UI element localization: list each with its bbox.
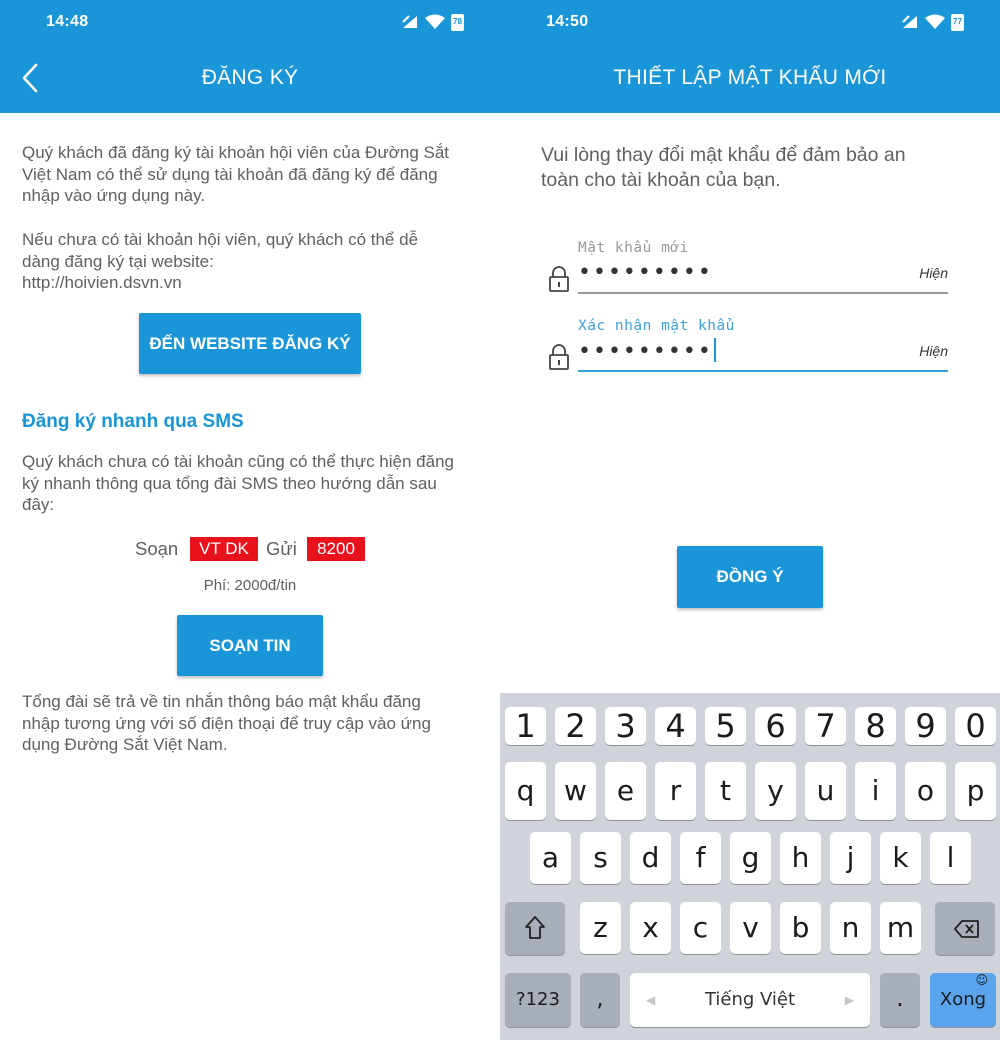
key-g[interactable]: g	[730, 832, 771, 884]
text-cursor	[714, 338, 716, 362]
wifi-icon	[425, 14, 445, 30]
key-c[interactable]: c	[680, 902, 721, 954]
key-r[interactable]: r	[655, 762, 696, 820]
shift-key[interactable]	[505, 902, 565, 955]
key-a[interactable]: a	[530, 832, 571, 884]
footer-line: dụng Đường Sắt Việt Nam.	[22, 735, 228, 754]
key-0[interactable]: 0	[955, 707, 996, 745]
key-8[interactable]: 8	[855, 707, 896, 745]
on-screen-keyboard	[500, 693, 1000, 1040]
space-key[interactable]	[630, 973, 870, 1027]
instruction-text	[541, 143, 981, 192]
footer-line: nhập tương ứng với số điện thoại để truy cập vào ứng	[22, 713, 431, 733]
key-z[interactable]: z	[580, 902, 621, 954]
intro-text	[22, 142, 482, 207]
space-key-label: Tiếng Việt	[704, 989, 796, 1010]
key-f[interactable]: f	[680, 832, 721, 884]
key-4[interactable]: 4	[655, 707, 696, 745]
status-icons	[401, 13, 464, 31]
status-time: 14:50	[546, 13, 589, 30]
new-password-field[interactable]	[548, 240, 948, 300]
battery-icon: 78	[451, 14, 464, 31]
page-title: ĐĂNG KÝ	[201, 66, 299, 89]
lock-icon	[548, 265, 570, 293]
key-y[interactable]: y	[755, 762, 796, 820]
status-icons	[901, 13, 964, 31]
sms-line: đây:	[22, 495, 55, 514]
website-text	[22, 229, 482, 294]
key-l[interactable]: l	[930, 832, 971, 884]
sms-text	[22, 451, 482, 516]
emoji-icon: ☺	[975, 973, 988, 987]
intro-line: Quý khách đã đăng ký tài khoản hội viên của Đường Sắt	[22, 143, 450, 162]
send-number-badge: 8200	[307, 537, 365, 561]
key-w[interactable]: w	[555, 762, 596, 820]
key-9[interactable]: 9	[905, 707, 946, 745]
lock-icon	[548, 343, 570, 371]
key-t[interactable]: t	[705, 762, 746, 820]
sms-section-title: Đăng ký nhanh qua SMS	[22, 411, 244, 432]
confirm-password-input[interactable]	[578, 338, 716, 364]
confirm-password-label: Xác nhận mật khẩu	[578, 318, 735, 334]
send-label: Gửi	[266, 538, 297, 559]
input-underline	[578, 292, 948, 294]
signal-icon	[401, 14, 419, 30]
page-title: THIẾT LẬP MẬT KHẨU MỚI	[613, 66, 887, 89]
intro-line: Việt Nam có thể sử dụng tài khoản đã đăng ký để đăng	[22, 164, 438, 184]
sms-line: Quý khách chưa có tài khoản cũng có thể thực hiện đăng	[22, 452, 454, 471]
website-register-button[interactable]: ĐẾN WEBSITE ĐĂNG KÝ	[139, 313, 361, 374]
key-e[interactable]: e	[605, 762, 646, 820]
backspace-icon	[935, 902, 995, 955]
done-key-label: Xong	[939, 989, 987, 1010]
key-7[interactable]: 7	[805, 707, 846, 745]
backspace-key[interactable]	[935, 902, 995, 955]
key-x[interactable]: x	[630, 902, 671, 954]
new-password-input[interactable]: •••••••••	[578, 260, 713, 285]
key-3[interactable]: 3	[605, 707, 646, 745]
compose-code-badge: VT DK	[190, 537, 258, 561]
key-i[interactable]: i	[855, 762, 896, 820]
footer-line: Tổng đài sẽ trả về tin nhắn thông báo mật khẩu đăng	[22, 692, 421, 711]
footer-text	[22, 691, 482, 756]
key-d[interactable]: d	[630, 832, 671, 884]
compose-sms-button[interactable]: SOẠN TIN	[177, 615, 323, 676]
key-2[interactable]: 2	[555, 707, 596, 745]
app-bar	[0, 44, 500, 113]
comma-key[interactable]: ,	[580, 973, 620, 1027]
website-line: dàng đăng ký tại website:	[22, 251, 214, 271]
key-5[interactable]: 5	[705, 707, 746, 745]
key-o[interactable]: o	[905, 762, 946, 820]
key-6[interactable]: 6	[755, 707, 796, 745]
status-bar	[0, 0, 500, 44]
website-url: http://hoivien.dsvn.vn	[22, 273, 182, 292]
input-underline	[578, 370, 948, 372]
sms-fee: Phí: 2000đ/tin	[203, 577, 297, 594]
confirm-password-field[interactable]	[548, 318, 948, 378]
key-s[interactable]: s	[580, 832, 621, 884]
show-confirm-toggle[interactable]: Hiện	[919, 343, 948, 359]
app-bar	[500, 44, 1000, 113]
new-password-label: Mật khẩu mới	[578, 240, 689, 256]
key-m[interactable]: m	[880, 902, 921, 954]
sms-line: ký nhanh thông qua tổng đài SMS theo hướng dẫn sau	[22, 473, 437, 493]
battery-icon: 77	[951, 14, 964, 31]
key-u[interactable]: u	[805, 762, 846, 820]
intro-line: nhập vào ứng dụng này.	[22, 186, 206, 205]
key-q[interactable]: q	[505, 762, 546, 820]
confirm-password-value: •••••••••	[578, 339, 713, 364]
key-1[interactable]: 1	[505, 707, 546, 745]
instruction-line: Vui lòng thay đổi mật khẩu để đảm bảo an	[541, 144, 906, 166]
signal-icon	[901, 14, 919, 30]
key-b[interactable]: b	[780, 902, 821, 954]
show-password-toggle[interactable]: Hiện	[919, 265, 948, 281]
key-n[interactable]: n	[830, 902, 871, 954]
key-h[interactable]: h	[780, 832, 821, 884]
key-k[interactable]: k	[880, 832, 921, 884]
wifi-icon	[925, 14, 945, 30]
period-key[interactable]: .	[880, 973, 920, 1027]
key-v[interactable]: v	[730, 902, 771, 954]
shift-icon	[505, 902, 565, 955]
chevron-left-icon: ◀	[646, 993, 656, 1007]
website-line: Nếu chưa có tài khoản hội viên, quý khách có thể dễ	[22, 230, 419, 249]
key-p[interactable]: p	[955, 762, 996, 820]
status-bar	[500, 0, 1000, 44]
status-time: 14:48	[46, 13, 89, 30]
done-key[interactable]	[930, 973, 996, 1027]
symbols-key[interactable]: ?123	[505, 973, 571, 1027]
chevron-right-icon: ▶	[844, 993, 854, 1007]
key-j[interactable]: j	[830, 832, 871, 884]
compose-label: Soạn	[135, 538, 179, 559]
sms-syntax	[0, 536, 500, 562]
instruction-line: toàn cho tài khoản của bạn.	[541, 168, 781, 191]
agree-button[interactable]: ĐỒNG Ý	[677, 546, 823, 608]
